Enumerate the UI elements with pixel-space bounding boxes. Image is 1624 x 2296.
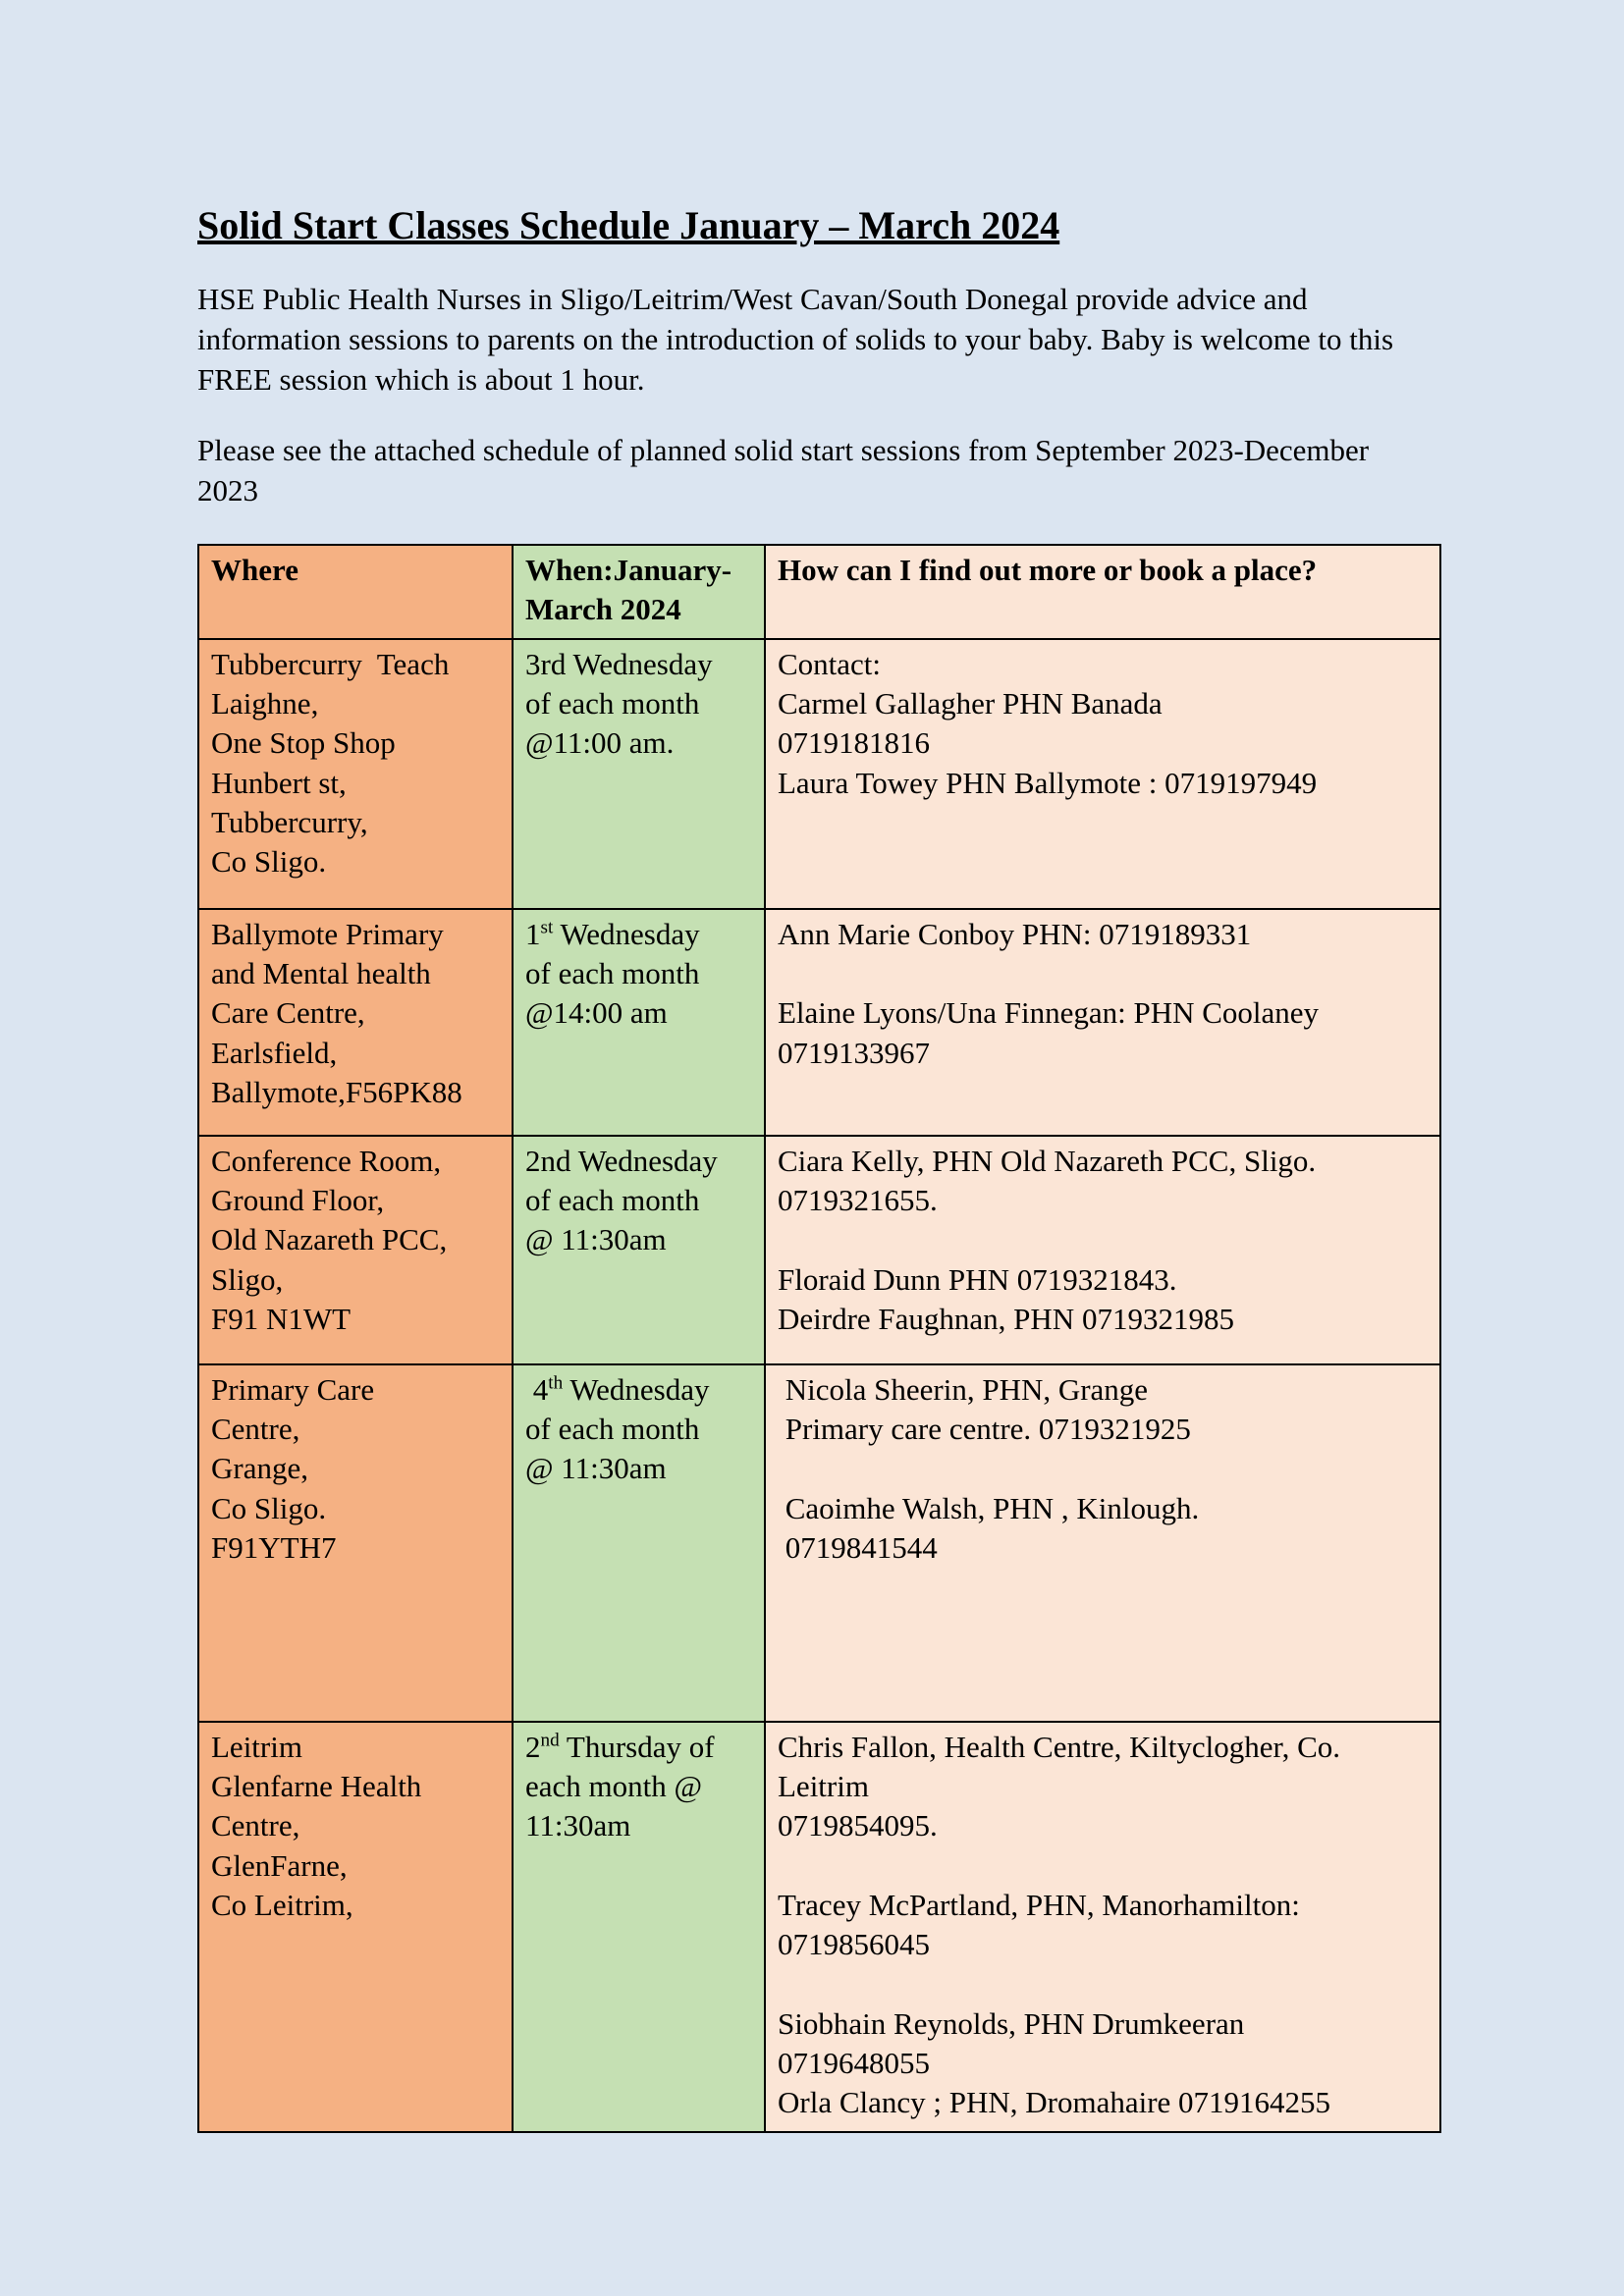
intro-paragraph-2: Please see the attached schedule of planned solid start sessions from September 2023-December 2023 [197, 432, 1370, 507]
header-row [198, 545, 1440, 639]
text-line: 11:30am [525, 1808, 631, 1843]
text-line: Chris Fallon, Health Centre, Kiltyclogher, Co. [778, 1729, 1341, 1764]
header-when [513, 545, 765, 639]
text-line: Ciara Kelly, PHN Old Nazareth PCC, Sligo. [778, 1143, 1317, 1178]
text-line: Contact: [778, 646, 882, 681]
cell-where [198, 639, 513, 909]
text-line: Nicola Sheerin, PHN, Grange [778, 1371, 1149, 1407]
text-line: @11:00 am. [525, 725, 675, 761]
text-line: Tubbercurry Teach [211, 646, 450, 681]
cell-where [198, 1722, 513, 2132]
ordinal-superscript: th [548, 1372, 564, 1394]
text-line: Floraid Dunn PHN 0719321843. [778, 1261, 1177, 1297]
text-line: Laighne, [211, 685, 319, 721]
text-line: Tracey McPartland, PHN, Manorhamilton: [778, 1887, 1300, 1922]
text-line: 2nd Thursday of [525, 1729, 715, 1764]
text-line [778, 1449, 1428, 1488]
text-line: Ground Floor, [211, 1182, 385, 1217]
text-line: and Mental health [211, 955, 431, 990]
cell-where [198, 1364, 513, 1722]
text-line: 4th Wednesday [525, 1371, 710, 1407]
text-line: Leitrim [211, 1729, 302, 1764]
text-line: Co Sligo. [211, 1490, 327, 1525]
schedule-table [197, 544, 1441, 2133]
text-line: Centre, [211, 1411, 300, 1446]
text-line [778, 1220, 1428, 1259]
text-line: March 2024 [525, 592, 681, 627]
text-line: 0719133967 [778, 1035, 930, 1070]
schedule-table-head [198, 545, 1440, 639]
text-line: Co Leitrim, [211, 1887, 353, 1922]
text-line: 0719854095. [778, 1808, 938, 1843]
text-line: of each month [525, 685, 700, 721]
text-line: GlenFarne, [211, 1847, 348, 1883]
schedule-table-body [198, 639, 1440, 2132]
schedule-row [198, 1364, 1440, 1722]
cell-where [198, 909, 513, 1136]
text-line: Primary Care [211, 1371, 375, 1407]
cell-when [513, 639, 765, 909]
text-line: of each month [525, 1182, 700, 1217]
text-line: 0719648055 [778, 2046, 930, 2081]
text-line: @14:00 am [525, 995, 668, 1031]
header-where [198, 545, 513, 639]
ordinal-superscript: nd [540, 1730, 560, 1751]
text-line: 0719181816 [778, 725, 930, 761]
text-line: Glenfarne Health [211, 1768, 422, 1803]
text-line: Conference Room, [211, 1143, 442, 1178]
text-line: Sligo, [211, 1261, 284, 1297]
text-line: Siobhain Reynolds, PHN Drumkeeran [778, 2005, 1245, 2041]
text-line: Co Sligo. [211, 844, 327, 880]
text-line: One Stop Shop [211, 725, 396, 761]
cell-how [765, 1364, 1440, 1722]
text-line: Leitrim [778, 1768, 869, 1803]
cell-how [765, 1136, 1440, 1364]
text-line: 0719321655. [778, 1182, 938, 1217]
text-line: Earlsfield, [211, 1035, 338, 1070]
text-line: Elaine Lyons/Una Finnegan: PHN Coolaney [778, 995, 1320, 1031]
text-line: 1st Wednesday [525, 916, 700, 951]
schedule-row [198, 639, 1440, 909]
text-line: Orla Clancy ; PHN, Dromahaire 0719164255 [778, 2085, 1331, 2120]
cell-how [765, 909, 1440, 1136]
text-line: Ballymote Primary [211, 916, 444, 951]
text-line: Deirdre Faughnan, PHN 0719321985 [778, 1301, 1234, 1336]
text-line: How can I find out more or book a place? [778, 553, 1318, 588]
text-line: Old Nazareth PCC, [211, 1222, 448, 1257]
text-line: Care Centre, [211, 995, 365, 1031]
text-line: Tubbercurry, [211, 804, 368, 839]
text-line: @ 11:30am [525, 1451, 667, 1486]
text-line: 0719841544 [778, 1529, 938, 1565]
text-line: Caoimhe Walsh, PHN , Kinlough. [778, 1490, 1200, 1525]
text-line: Primary care centre. 0719321925 [778, 1411, 1191, 1446]
cell-where [198, 1136, 513, 1364]
intro-paragraph-1: HSE Public Health Nurses in Sligo/Leitrim/West Cavan/South Donegal provide advice and information sessions to parents on the introduction of solids to your baby. Baby is welcome to this FREE session which is about 1 hour. [197, 282, 1394, 398]
text-line: 2nd Wednesday [525, 1143, 718, 1178]
text-line: Ballymote,F56PK88 [211, 1074, 462, 1109]
schedule-row [198, 1722, 1440, 2132]
page-title: Solid Start Classes Schedule January – March 2024 [197, 203, 1060, 247]
text-line: 0719856045 [778, 1927, 930, 1962]
text-line: Carmel Gallagher PHN Banada [778, 685, 1163, 721]
header-how [765, 545, 1440, 639]
cell-how [765, 639, 1440, 909]
cell-when [513, 1722, 765, 2132]
text-line [778, 954, 1428, 993]
text-line: When:January- [525, 553, 732, 588]
schedule-row [198, 909, 1440, 1136]
text-line [778, 1964, 1428, 2003]
text-line: of each month [525, 1411, 700, 1446]
text-line: Grange, [211, 1451, 308, 1486]
cell-when [513, 909, 765, 1136]
text-line: of each month [525, 955, 700, 990]
cell-when [513, 1136, 765, 1364]
cell-when [513, 1364, 765, 1722]
schedule-row [198, 1136, 1440, 1364]
document-content [197, 202, 1442, 2133]
text-line: F91YTH7 [211, 1529, 337, 1565]
text-line: each month @ [525, 1768, 703, 1803]
cell-how [765, 1722, 1440, 2132]
text-line: Ann Marie Conboy PHN: 0719189331 [778, 916, 1252, 951]
text-line: @ 11:30am [525, 1222, 667, 1257]
text-line: F91 N1WT [211, 1301, 352, 1336]
text-line [778, 1846, 1428, 1886]
text-line: Where [211, 553, 298, 588]
text-line: Centre, [211, 1808, 300, 1843]
ordinal-superscript: st [540, 917, 554, 938]
text-line: 3rd Wednesday [525, 646, 713, 681]
text-line: Hunbert st, [211, 765, 347, 800]
text-line: Laura Towey PHN Ballymote : 0719197949 [778, 765, 1318, 800]
